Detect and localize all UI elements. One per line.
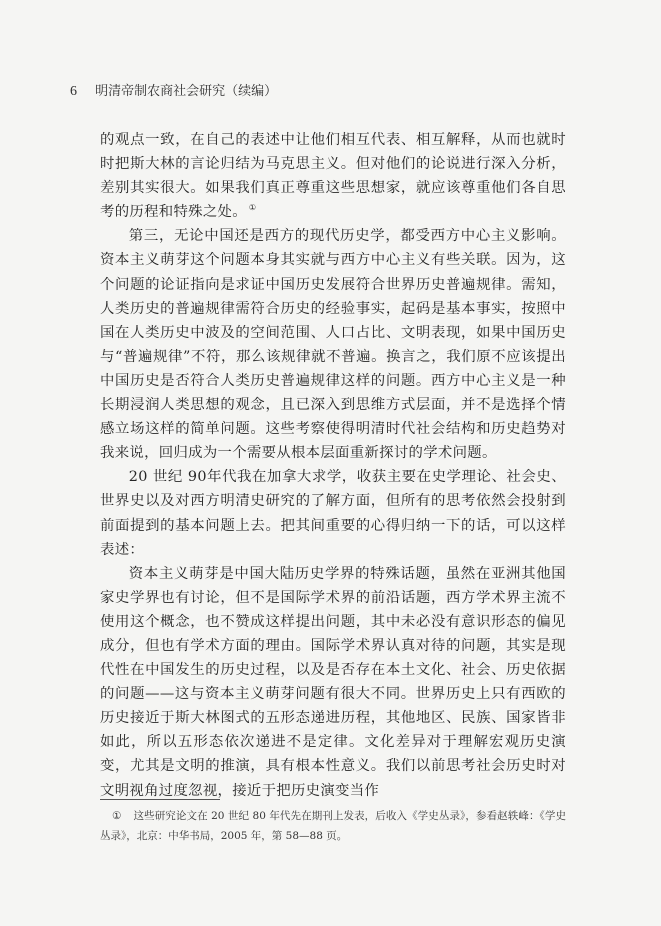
footnote-text: 这些研究论文在 20 世纪 80 年代先在期刊上发表，后收入《学史丛录》，参看赵轶峰：《学史丛录》，北京：中华书局，2005 年，第 58—88 页。 bbox=[100, 810, 566, 842]
paragraph-1-text: 的观点一致，在自己的表述中让他们相互代表、相互解释，从而也就时时把斯大林的言论归结为马克思主义。但对他们的论说进行深入分析，差别其实很大。如果我们真正尊重这些思想家，就应该尊重他们各自思考的历程和特殊之处。 bbox=[100, 132, 566, 221]
footnote bbox=[100, 806, 566, 846]
page-number: 6 bbox=[70, 84, 77, 99]
paragraph-continued bbox=[100, 128, 566, 224]
running-title: 明清帝制农商社会研究（续编） bbox=[95, 84, 278, 99]
paragraph: 20 世纪 90年代我在加拿大求学，收获主要在史学理论、社会史、世界史以及对西方明清史研究的了解方面，但所有的思考依然会投射到前面提到的基本问题上去。把其间重要的心得归纳一下的话，可以这样表述： bbox=[100, 469, 566, 558]
footnote-divider bbox=[100, 799, 220, 800]
footnote-mark: ① bbox=[112, 810, 122, 822]
running-header bbox=[70, 80, 277, 100]
paragraph: 第三，无论中国还是西方的现代历史学，都受西方中心主义影响。资本主义萌芽这个问题本身其实就与西方中心主义有些关联。因为，这个问题的论证指向是求证中国历史发展符合世界历史普遍规律。需知，人类历史的普遍规律需符合历史的经验事实，起码是基本事实，按照中国在人类历史中波及的空间范围、人口占比、文明表现，如果中国历史与“普遍规律”不符，那么该规律就不普遍。换言之，我们原不应该提出中国历史是否符合人类历史普遍规律这样的问题。西方中心主义是一种长期浸润人类思想的观念，且已深入到思维方式层面，并不是选择个情感立场这样的简单问题。这些考察使得明清时代社会结构和历史趋势对我来说，回归成为一个需要从根本层面重新探讨的学术问题。 bbox=[100, 228, 566, 462]
body-text bbox=[100, 128, 566, 803]
paragraph: 资本主义萌芽是中国大陆历史学界的特殊话题，虽然在亚洲其他国家史学界也有讨论，但不是国际学术界的前沿话题，西方学术界主流不使用这个概念，也不赞成这样提出问题，其中未必没有意识形态的偏见成分，但也有学术方面的理由。国际学术界认真对待的问题，其实是现代性在中国发生的历史过程，以及是否存在本土文化、社会、历史依据的问题——这与资本主义萌芽问题有很大不同。世界历史上只有西欧的历史接近于斯大林图式的五形态递进历程，其他地区、民族、国家皆非如此，所以五形态依次递进不是定律。文化差异对于理解宏观历史演变，尤其是文明的推演，具有根本性意义。我们以前思考社会历史时对文明视角过度忽视，接近于把历史演变当作 bbox=[100, 565, 566, 799]
footnote-reference[interactable]: ① bbox=[248, 203, 257, 213]
